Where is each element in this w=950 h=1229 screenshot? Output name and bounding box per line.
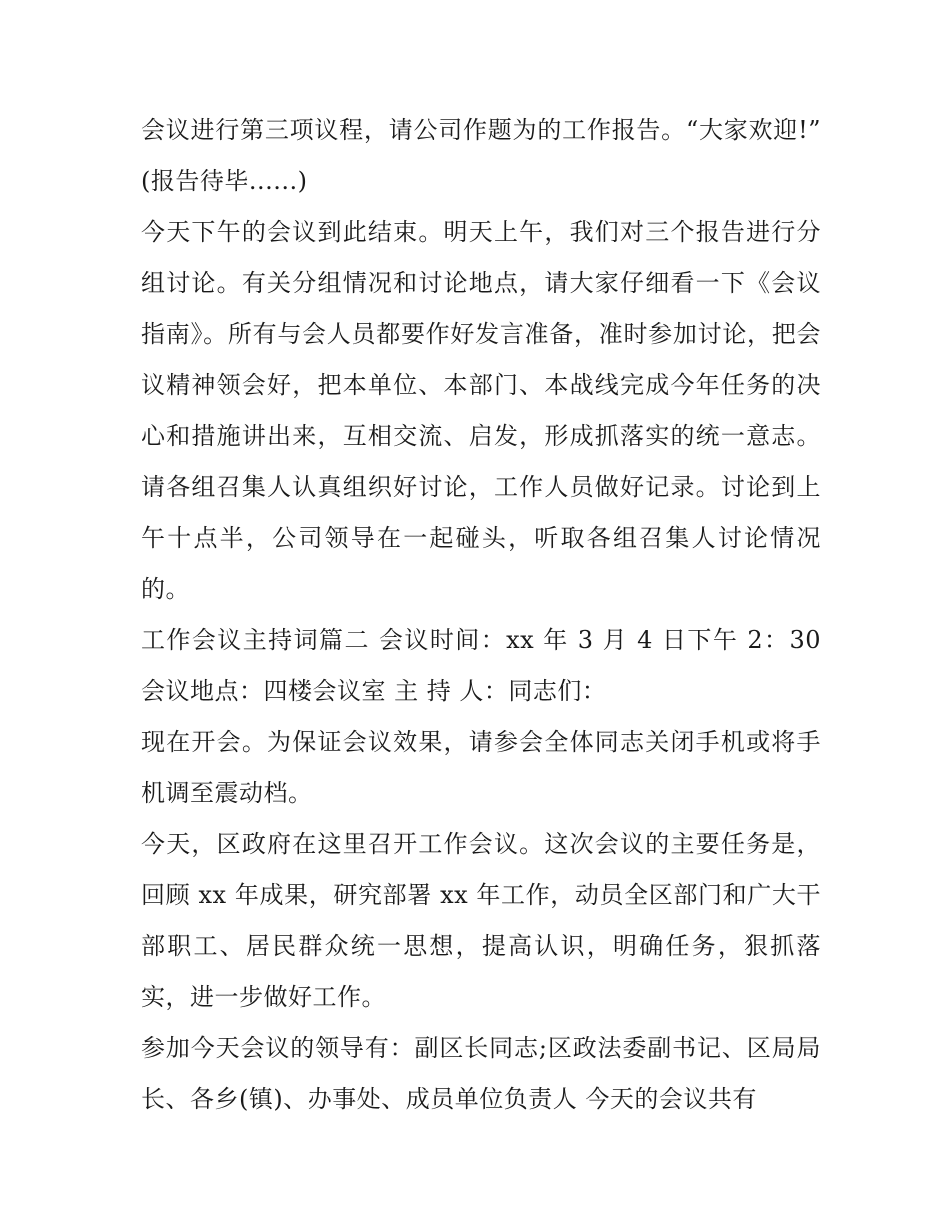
paragraph-agenda-item-three: 会议进行第三项议程，请公司作题为的工作报告。“大家欢迎!” (报告待毕......): [141, 116, 821, 195]
document-body: [141, 105, 821, 1125]
paragraph-meeting-info: 工作会议主持词篇二 会议时间：xx 年 3 月 4 日下午 2：30 会议地点：四楼会议室 主 持 人：同志们：: [141, 626, 821, 705]
paragraph-meeting-adjourn: 今天下午的会议到此结束。明天上午，我们对三个报告进行分组讨论。有关分组情况和讨论地点，请大家仔细看一下《会议指南》。所有与会人员都要作好发言准备，准时参加讨论，把会议精神领会好，把本单位、本部门、本战线完成今年任务的决心和措施讲出来，互相交流、启发，形成抓落实的统一意志。请各组召集人认真组织好讨论，工作人员做好记录。讨论到上午十点半，公司领导在一起碰头，听取各组召集人讨论情况的。: [141, 218, 821, 603]
paragraph-meeting-purpose: 今天，区政府在这里召开工作会议。这次会议的主要任务是，回顾 xx 年成果，研究部署 xx 年工作，动员全区部门和广大干部职工、居民群众统一思想，提高认识，明确任务，狠抓落实，进一步做好工作。: [141, 830, 821, 1011]
paragraph-attending-leaders: 参加今天会议的领导有：副区长同志;区政法委副书记、区局局长、各乡(镇)、办事处、成员单位负责人 今天的会议共有: [141, 1034, 821, 1113]
paragraph-phone-notice: 现在开会。为保证会议效果，请参会全体同志关闭手机或将手机调至震动档。: [141, 728, 821, 807]
